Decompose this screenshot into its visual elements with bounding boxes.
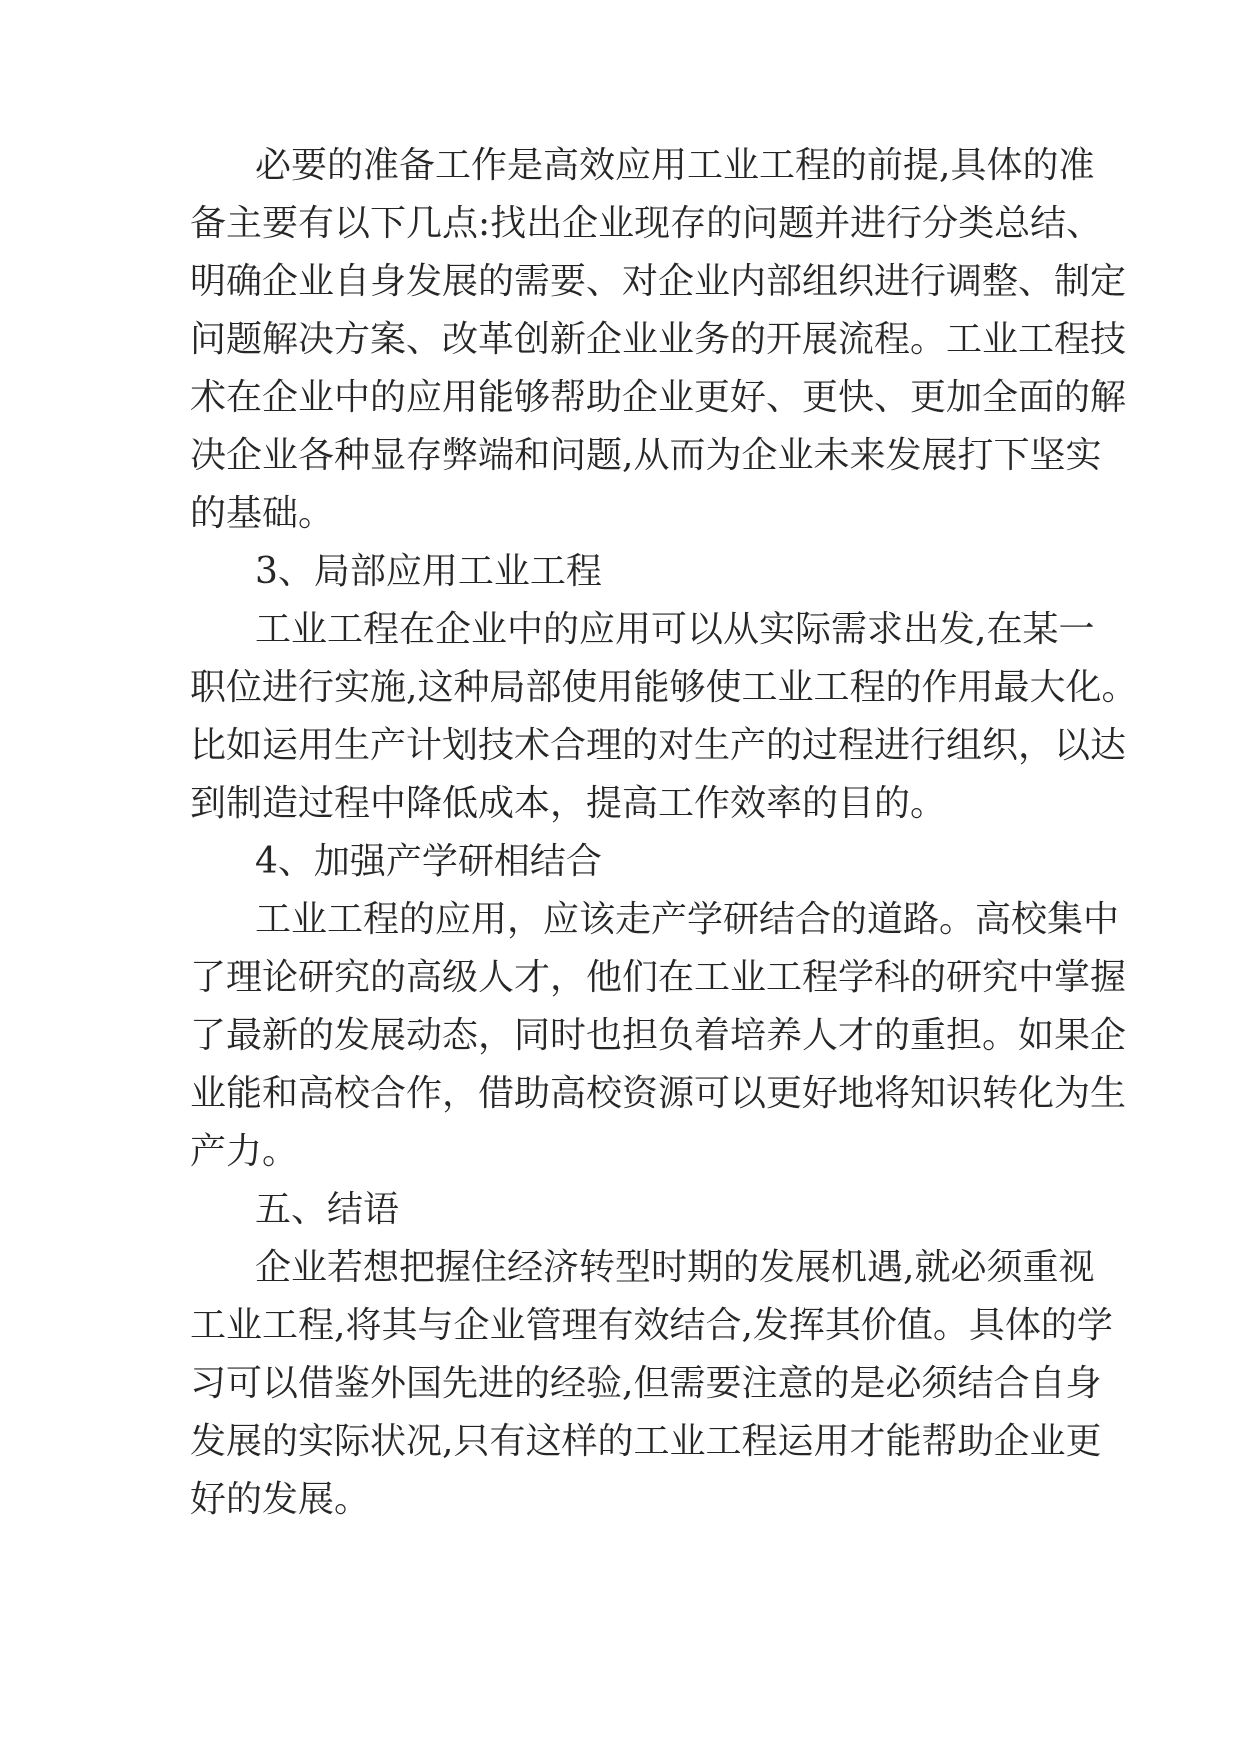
paragraph-4-line-1: 企业若想把握住经济转型时期的发展机遇,就必须重视 bbox=[255, 1247, 1095, 1288]
section-heading-conclusion: 五、结语 bbox=[255, 1189, 400, 1230]
paragraph-1-line-1: 必要的准备工作是高效应用工业工程的前提,具体的准 bbox=[255, 145, 1095, 186]
paragraph-3-line-2: 了理论研究的高级人才，他们在工业工程学科的研究中掌握 bbox=[190, 957, 1127, 998]
paragraph-1-line-7: 的基础。 bbox=[190, 493, 335, 534]
paragraph-1-line-2: 备主要有以下几点:找出企业现存的问题并进行分类总结、 bbox=[190, 203, 1103, 244]
paragraph-4-line-5: 好的发展。 bbox=[190, 1479, 371, 1520]
paragraph-1-line-6: 决企业各种显存弊端和问题,从而为企业未来发展打下坚实 bbox=[190, 435, 1102, 476]
paragraph-1-line-4: 问题解决方案、改革创新企业业务的开展流程。工业工程技 bbox=[190, 319, 1127, 360]
paragraph-4-line-2: 工业工程,将其与企业管理有效结合,发挥其价值。具体的学 bbox=[190, 1305, 1113, 1346]
paragraph-3-line-4: 业能和高校合作，借助高校资源可以更好地将知识转化为生 bbox=[190, 1073, 1127, 1114]
paragraph-2-line-1: 工业工程在企业中的应用可以从实际需求出发,在某一 bbox=[255, 609, 1095, 650]
paragraph-3-line-3: 了最新的发展动态，同时也担负着培养人才的重担。如果企 bbox=[190, 1015, 1127, 1056]
paragraph-1-line-3: 明确企业自身发展的需要、对企业内部组织进行调整、制定 bbox=[190, 261, 1127, 302]
section-heading-4: 4、加强产学研相结合 bbox=[255, 841, 602, 882]
section-heading-3: 3、局部应用工业工程 bbox=[255, 551, 602, 592]
paragraph-3-line-5: 产力。 bbox=[190, 1131, 299, 1172]
paragraph-1-line-5: 术在企业中的应用能够帮助企业更好、更快、更加全面的解 bbox=[190, 377, 1127, 418]
paragraph-2-line-2: 职位进行实施,这种局部使用能够使工业工程的作用最大化。 bbox=[190, 667, 1138, 708]
paragraph-2-line-3: 比如运用生产计划技术合理的对生产的过程进行组织，以达 bbox=[190, 725, 1127, 766]
paragraph-3-line-1: 工业工程的应用，应该走产学研结合的道路。高校集中 bbox=[255, 899, 1120, 940]
paragraph-4-line-4: 发展的实际状况,只有这样的工业工程运用才能帮助企业更 bbox=[190, 1421, 1102, 1462]
paragraph-2-line-4: 到制造过程中降低成本，提高工作效率的目的。 bbox=[190, 783, 947, 824]
paragraph-4-line-3: 习可以借鉴外国先进的经验,但需要注意的是必须结合自身 bbox=[190, 1363, 1102, 1404]
